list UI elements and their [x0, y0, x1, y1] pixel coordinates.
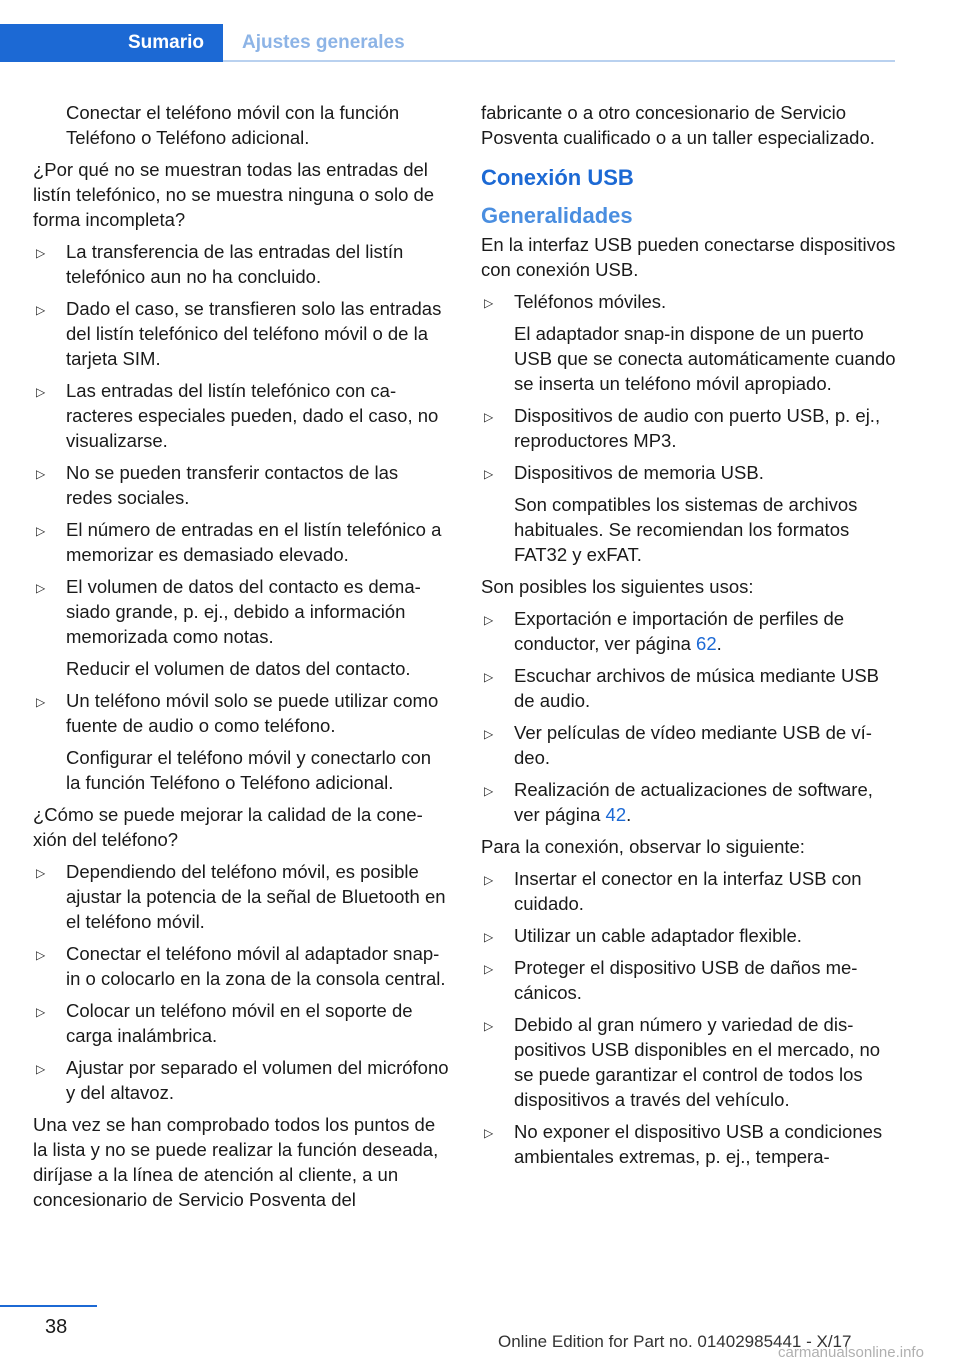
triangle-bullet-icon: ▷ [36, 385, 46, 399]
list-item [33, 998, 449, 1048]
list-item-text: Colocar un teléfono móvil en el soporte de carga inalámbrica. [66, 1000, 413, 1046]
intro-paragraph: Conectar el teléfono móvil con la función Teléfono o Teléfono adicional. [66, 102, 400, 148]
list-item-subtext: Reducir el volumen de datos del contacto. [66, 658, 411, 679]
page-number: 38 [45, 1316, 68, 1338]
list-item [33, 859, 449, 934]
list-item-text: Conectar el teléfono móvil al adaptador snap-in o colocarlo en la zona de la consola central. [66, 943, 446, 989]
list-item-text: No exponer el dispositivo USB a condiciones ambientales extremas, p. ej., tempera- [514, 1121, 883, 1167]
triangle-bullet-icon: ▷ [36, 1005, 46, 1019]
continued-paragraph: fabricante o a otro concesionario de Servicio Posventa cualificado o a un taller especializado. [481, 102, 875, 148]
list-item [481, 460, 897, 567]
triangle-bullet-icon: ▷ [36, 866, 46, 880]
list-item-subtext: Son compatibles los sistemas de archivos habituales. Se recomiendan los formatos FAT32 y exFAT. [514, 494, 858, 565]
usb-devices-list [481, 289, 897, 567]
list-item-text: Dependiendo del teléfono móvil, es posible ajustar la potencia de la señal de Bluetooth en el teléfono móvil. [66, 861, 446, 932]
triangle-bullet-icon: ▷ [36, 246, 46, 260]
left-column [33, 100, 449, 1219]
triangle-bullet-icon: ▷ [484, 962, 494, 976]
triangle-bullet-icon: ▷ [484, 1019, 494, 1033]
list-item [481, 923, 897, 948]
list-item [33, 378, 449, 453]
list-item-text: Proteger el dispositivo USB de daños mecánicos. [514, 957, 858, 1003]
right-column [481, 100, 897, 1176]
uses-paragraph: Son posibles los siguientes usos: [481, 576, 754, 597]
list-item [33, 688, 449, 795]
page-number-rule [0, 1305, 97, 1307]
triangle-bullet-icon: ▷ [36, 948, 46, 962]
triangle-bullet-icon: ▷ [36, 524, 46, 538]
closing-paragraph: Una vez se han comprobado todos los puntos de la lista y no se puede realizar la función deseada, diríjase a la línea de atención al cliente, a un concesionario de Servicio Posventa del [33, 1114, 439, 1210]
question-phonebook: ¿Por qué no se muestran todas las entradas del listín telefónico, no se muestra ninguna o solo de forma incompleta? [33, 159, 435, 230]
list-item-text: Utilizar un cable adaptador flexible. [514, 925, 802, 946]
usb-precautions-list [481, 866, 897, 1169]
triangle-bullet-icon: ▷ [484, 410, 494, 424]
triangle-bullet-icon: ▷ [484, 1126, 494, 1140]
list-item [33, 1055, 449, 1105]
triangle-bullet-icon: ▷ [36, 303, 46, 317]
triangle-bullet-icon: ▷ [484, 930, 494, 944]
list-item [481, 663, 897, 713]
triangle-bullet-icon: ▷ [484, 296, 494, 310]
list-item-text: No se pueden transferir contactos de las redes sociales. [66, 462, 399, 508]
list-item-text: Realización de actualizaciones de software, ver página [514, 779, 873, 825]
usb-intro-paragraph: En la interfaz USB pueden conectarse dispositivos con conexión USB. [481, 234, 896, 280]
page-header [0, 0, 960, 62]
list-item [481, 866, 897, 916]
list-item-text: Las entradas del listín telefónico con caracteres especiales pueden, dado el caso, no visualizarse. [66, 380, 439, 451]
subsection-heading-general: Generalidades [481, 203, 633, 228]
list-item [481, 1012, 897, 1112]
list-item-text: Escuchar archivos de música mediante USB de audio. [514, 665, 880, 711]
tab-ajustes-generales[interactable]: Ajustes generales [242, 32, 405, 53]
tab-sumario[interactable]: Sumario [0, 24, 223, 62]
list-item [33, 296, 449, 371]
triangle-bullet-icon: ▷ [484, 613, 494, 627]
triangle-bullet-icon: ▷ [36, 581, 46, 595]
triangle-bullet-icon: ▷ [484, 670, 494, 684]
watermark: carmanualsonline.info [778, 1344, 924, 1361]
list-item-text: La transferencia de las entradas del listín telefónico aun no ha concluido. [66, 241, 404, 287]
list-item-text: El número de entradas en el listín telefónico a memorizar es demasiado elevado. [66, 519, 442, 565]
edition-footer: Online Edition for Part no. 01402985441 - X/17 [498, 1332, 852, 1351]
header-divider [223, 60, 895, 62]
phonebook-causes-list [33, 239, 449, 795]
list-item [481, 606, 897, 656]
list-item [481, 1119, 897, 1169]
triangle-bullet-icon: ▷ [484, 873, 494, 887]
triangle-bullet-icon: ▷ [36, 695, 46, 709]
list-item [481, 289, 897, 396]
list-item-text: El volumen de datos del contacto es demasiado grande, p. ej., debido a información memorizada como notas. [66, 576, 421, 647]
observe-paragraph: Para la conexión, observar lo siguiente: [481, 836, 805, 857]
connection-tips-list [33, 859, 449, 1105]
list-item [481, 777, 897, 827]
triangle-bullet-icon: ▷ [484, 784, 494, 798]
list-item [33, 941, 449, 991]
question-connection-quality: ¿Cómo se puede mejorar la calidad de la conexión del teléfono? [33, 804, 423, 850]
list-item-text: Dispositivos de audio con puerto USB, p. ej., reproductores MP3. [514, 405, 881, 451]
usb-uses-list [481, 606, 897, 827]
list-item-text: Teléfonos móviles. [514, 291, 667, 312]
list-item [33, 239, 449, 289]
list-item [33, 574, 449, 681]
list-item-text: Insertar el conector en la interfaz USB con cuidado. [514, 868, 862, 914]
section-heading-usb: Conexión USB [481, 165, 634, 190]
triangle-bullet-icon: ▷ [36, 467, 46, 481]
list-item [33, 517, 449, 567]
list-item-text-end: . [626, 804, 632, 825]
list-item [481, 403, 897, 453]
list-item-text: Ver películas de vídeo mediante USB de vídeo. [514, 722, 872, 768]
list-item-text: Exportación e importación de perfiles de conductor, ver página [514, 608, 845, 654]
list-item-subtext: Configurar el teléfono móvil y conectarlo con la función Teléfono o Teléfono adicional. [66, 747, 432, 793]
list-item-text: Debido al gran número y variedad de dispositivos USB disponibles en el mercado, no se puede garantizar el control de todos los dispositivos a través del vehículo. [514, 1014, 881, 1110]
page-link-42[interactable]: 42 [605, 804, 627, 825]
list-item-text-end: . [716, 633, 722, 654]
list-item-text: Ajustar por separado el volumen del micrófono y del altavoz. [66, 1057, 449, 1103]
triangle-bullet-icon: ▷ [484, 467, 494, 481]
list-item-subtext: El adaptador snap-in dispone de un puerto USB que se conecta automáticamente cuando se inserta un teléfono móvil apropiado. [514, 323, 896, 394]
list-item [481, 955, 897, 1005]
list-item [33, 460, 449, 510]
triangle-bullet-icon: ▷ [36, 1062, 46, 1076]
list-item [481, 720, 897, 770]
list-item-text: Dado el caso, se transfieren solo las entradas del listín telefónico del teléfono móvil o de la tarjeta SIM. [66, 298, 442, 369]
page-link-62[interactable]: 62 [696, 633, 717, 654]
triangle-bullet-icon: ▷ [484, 727, 494, 741]
list-item-text: Un teléfono móvil solo se puede utilizar como fuente de audio o como teléfono. [66, 690, 439, 736]
list-item-text: Dispositivos de memoria USB. [514, 462, 764, 483]
